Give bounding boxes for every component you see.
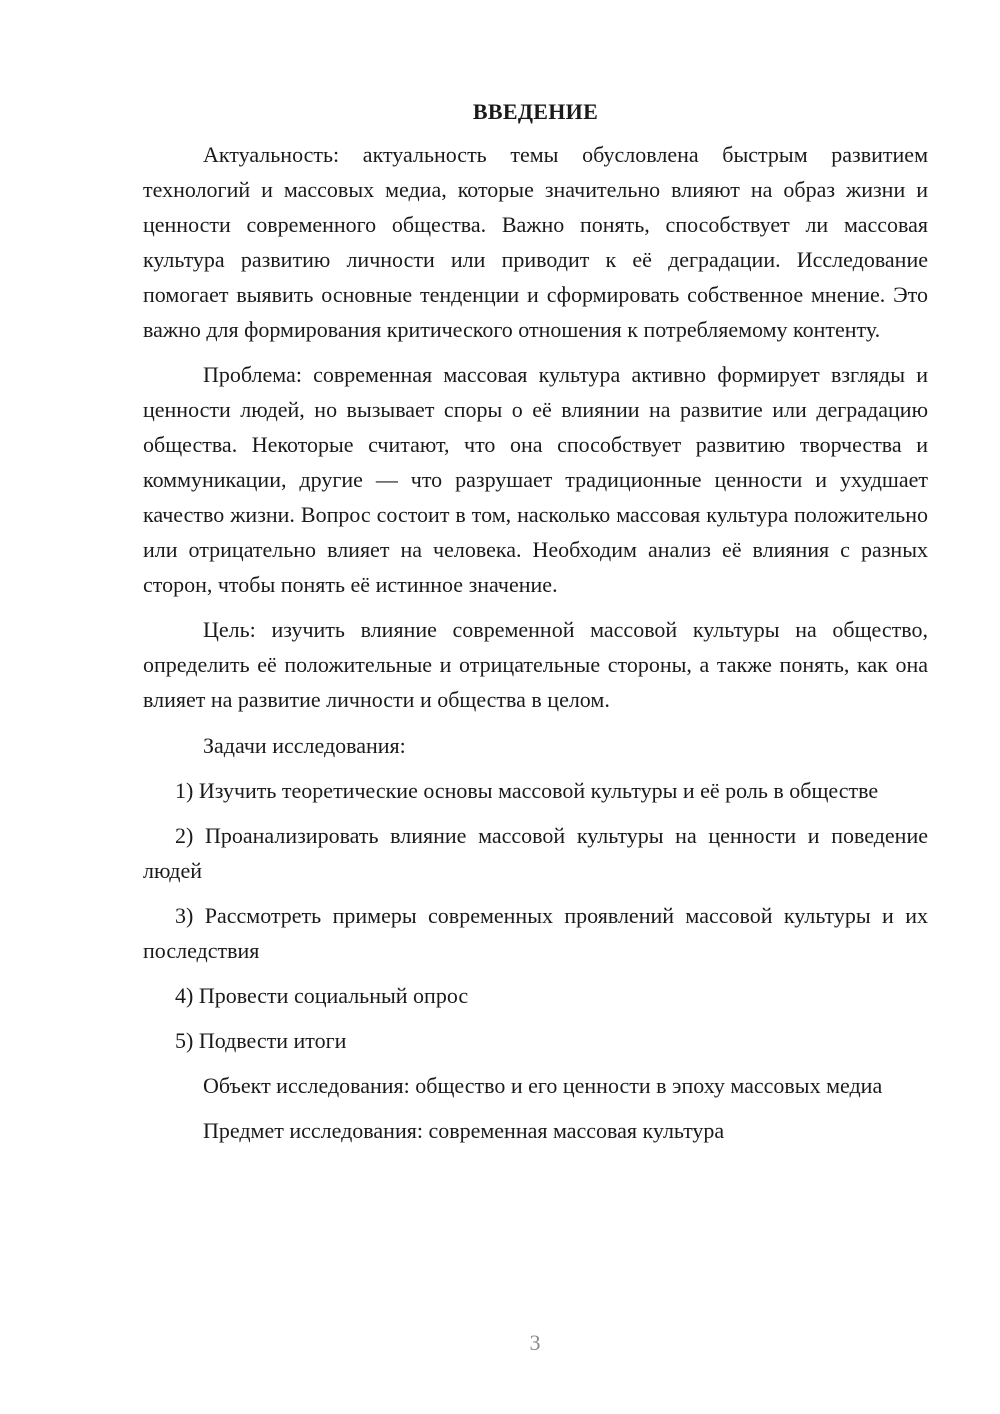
- task-item: 4) Провести социальный опрос: [175, 983, 469, 1008]
- page-title: ВВЕДЕНИЕ: [472, 99, 599, 124]
- goal-paragraph: Цель: изучить влияние современной массовой культуры на общество, определить её положительные и отрицательные стороны, а также понять, как она влияет на развитие личности и общества в целом.: [143, 617, 928, 712]
- relevance-paragraph: Актуальность: актуальность темы обусловлена быстрым развитием технологий и массовых медиа, которые значительно влияют на образ жизни и ценности современного общества. Важно понять, способствует ли массовая культура развитию личности или приводит к её деградации. Исследование помогает выявить основные тенденции и сформировать собственное мнение. Это важно для формирования критического отношения к потребляемому контенту.: [143, 142, 928, 342]
- document-body: [143, 94, 928, 1158]
- tasks-heading: Задачи исследования:: [203, 733, 406, 758]
- task-item: 3) Рассмотреть примеры современных проявлений массовой культуры и их последствия: [143, 903, 928, 963]
- task-item: 2) Проанализировать влияние массовой культуры на ценности и поведение людей: [143, 823, 928, 883]
- page-number: 3: [529, 1330, 541, 1355]
- task-item: 5) Подвести итоги: [175, 1028, 347, 1053]
- task-item: 1) Изучить теоретические основы массовой культуры и её роль в обществе: [175, 778, 879, 803]
- object-paragraph: Объект исследования: общество и его ценности в эпоху массовых медиа: [203, 1073, 883, 1098]
- problem-paragraph: Проблема: современная массовая культура активно формирует взгляды и ценности людей, но вызывает споры о её влиянии на развитие или деградацию общества. Некоторые считают, что она способствует развитию творчества и коммуникации, другие — что разрушает традиционные ценности и ухудшает качество жизни. Вопрос состоит в том, насколько массовая культура положительно или отрицательно влияет на человека. Необходим анализ её влияния с разных сторон, чтобы понять её истинное значение.: [143, 362, 928, 597]
- subject-paragraph: Предмет исследования: современная массовая культура: [203, 1118, 725, 1143]
